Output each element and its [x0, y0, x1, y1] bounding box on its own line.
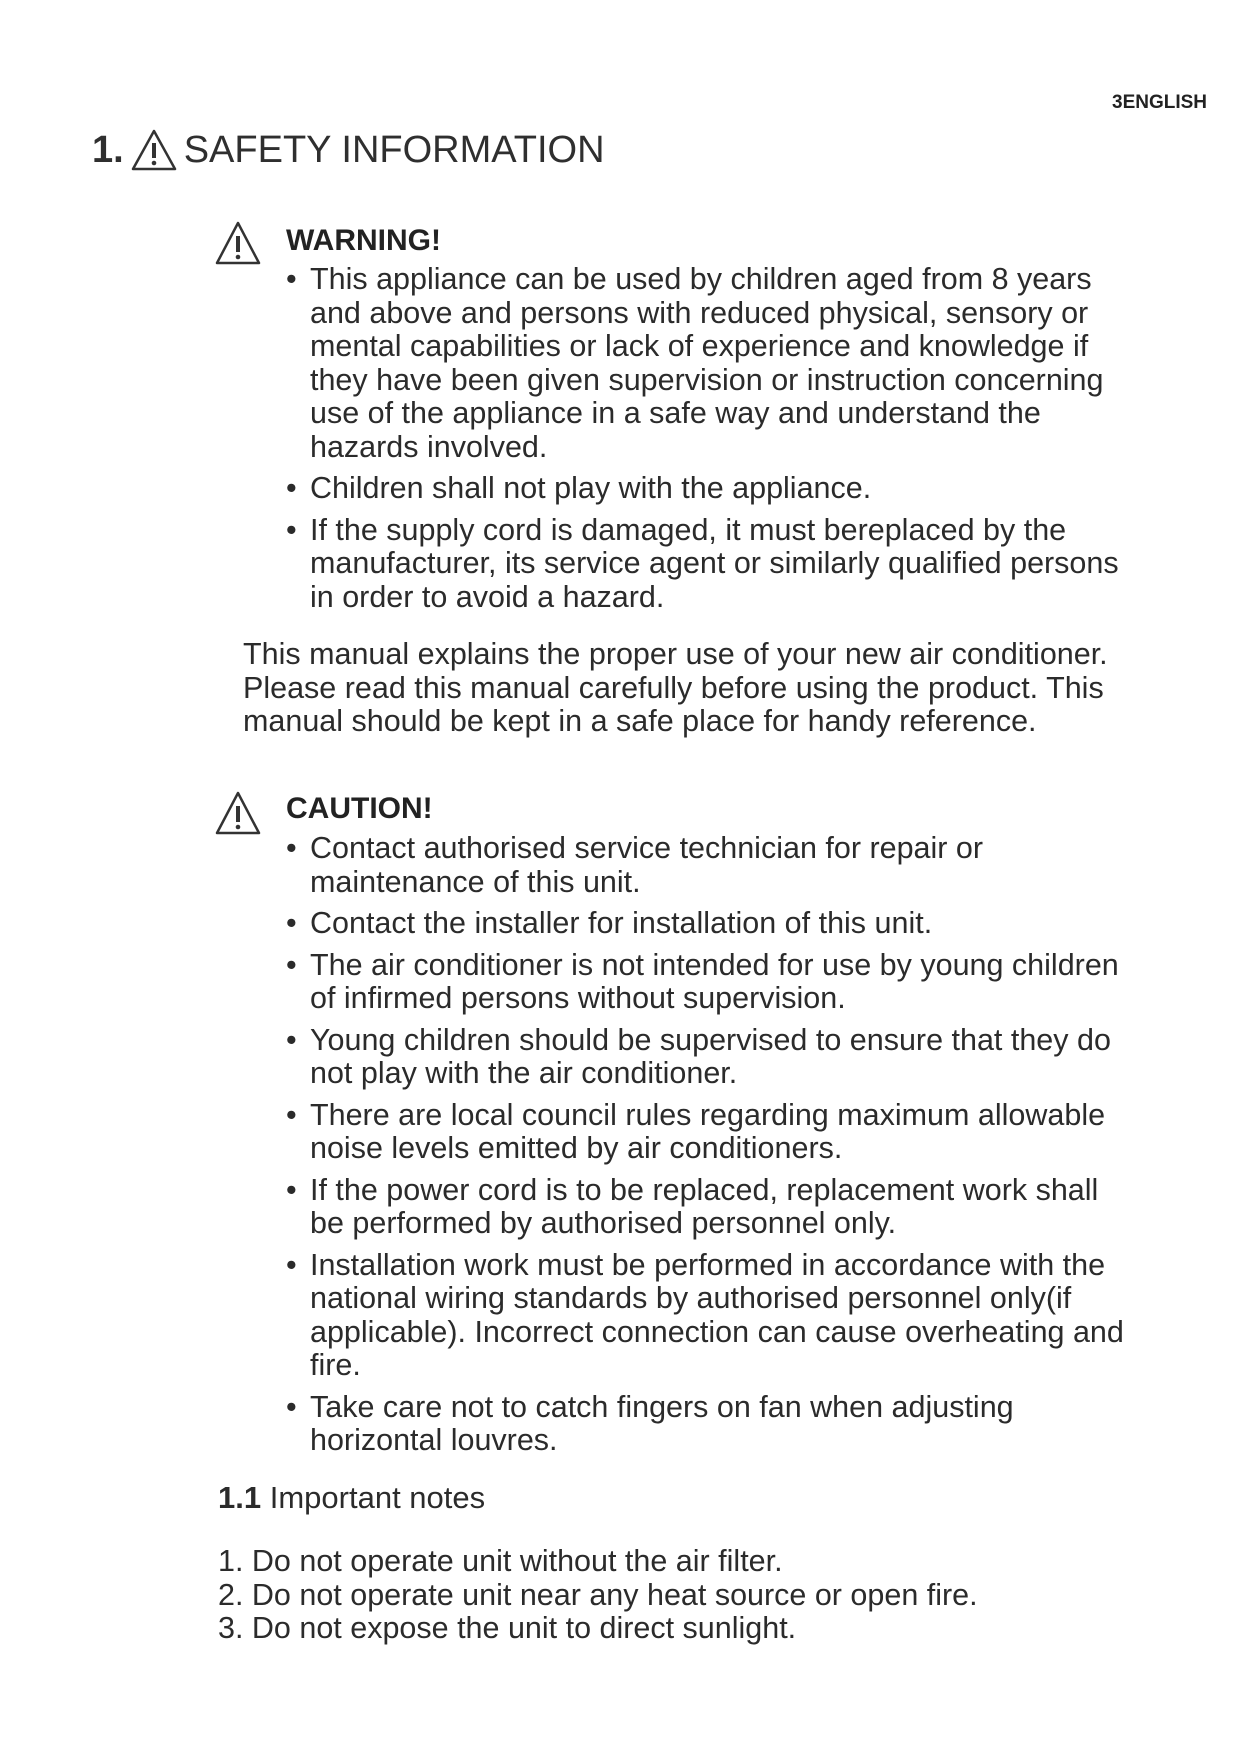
- warning-list: [286, 263, 1136, 622]
- list-item: • This appliance can be used by children aged from 8 years and above and persons with reduced physical, sensory or mental capabilities or lack of experience and knowledge if they have been given supervision or instruction concerning use of the appliance in a safe way and understand the hazards involved.: [286, 263, 1136, 464]
- list-item: 3. Do not expose the unit to direct sunlight.: [218, 1611, 797, 1645]
- list-item: • Children shall not play with the appliance.: [286, 472, 1136, 506]
- list-item: • Young children should be supervised to ensure that they do not play with the air conditioner.: [286, 1024, 1136, 1091]
- list-item: • The air conditioner is not intended for use by young children of infirmed persons without supervision.: [286, 949, 1136, 1016]
- section-title: [92, 128, 605, 172]
- warning-triangle-icon: [214, 790, 262, 836]
- section-number: 1.: [92, 128, 124, 171]
- list-item: 1. Do not operate unit without the air filter.: [218, 1544, 783, 1578]
- list-item: • Contact authorised service technician for repair or maintenance of this unit.: [286, 832, 1136, 899]
- caution-heading: CAUTION!: [286, 792, 433, 825]
- subsection-heading: [218, 1480, 485, 1516]
- list-item: • Contact the installer for installation of this unit.: [286, 907, 1136, 941]
- section-title-text: SAFETY INFORMATION: [183, 128, 605, 171]
- important-notes-list: [218, 1545, 978, 1646]
- caution-list: [286, 832, 1136, 1466]
- page-header-label: 3ENGLISH: [1112, 92, 1208, 113]
- intro-paragraph: This manual explains the proper use of your new air conditioner. Please read this manual carefully before using the product. This manual should be kept in a safe place for handy reference.: [243, 637, 1108, 738]
- subsection-number: 1.1: [218, 1480, 262, 1515]
- list-item: • Installation work must be performed in accordance with the national wiring standards by authorised personnel only(if applicable). Incorrect connection can cause overheating and fire.: [286, 1249, 1136, 1383]
- list-item: • If the supply cord is damaged, it must bereplaced by the manufacturer, its service agent or similarly qualified persons in order to avoid a hazard.: [286, 514, 1136, 615]
- list-item: • There are local council rules regarding maximum allowable noise levels emitted by air conditioners.: [286, 1099, 1136, 1166]
- warning-heading: WARNING!: [286, 224, 441, 257]
- list-item: • If the power cord is to be replaced, replacement work shall be performed by authorised personnel only.: [286, 1174, 1136, 1241]
- list-item: • Take care not to catch fingers on fan when adjusting horizontal louvres.: [286, 1391, 1136, 1458]
- list-item: 2. Do not operate unit near any heat source or open fire.: [218, 1577, 978, 1612]
- subsection-title: Important notes: [269, 1480, 486, 1515]
- warning-triangle-icon: [130, 128, 178, 172]
- warning-triangle-icon: [214, 220, 262, 266]
